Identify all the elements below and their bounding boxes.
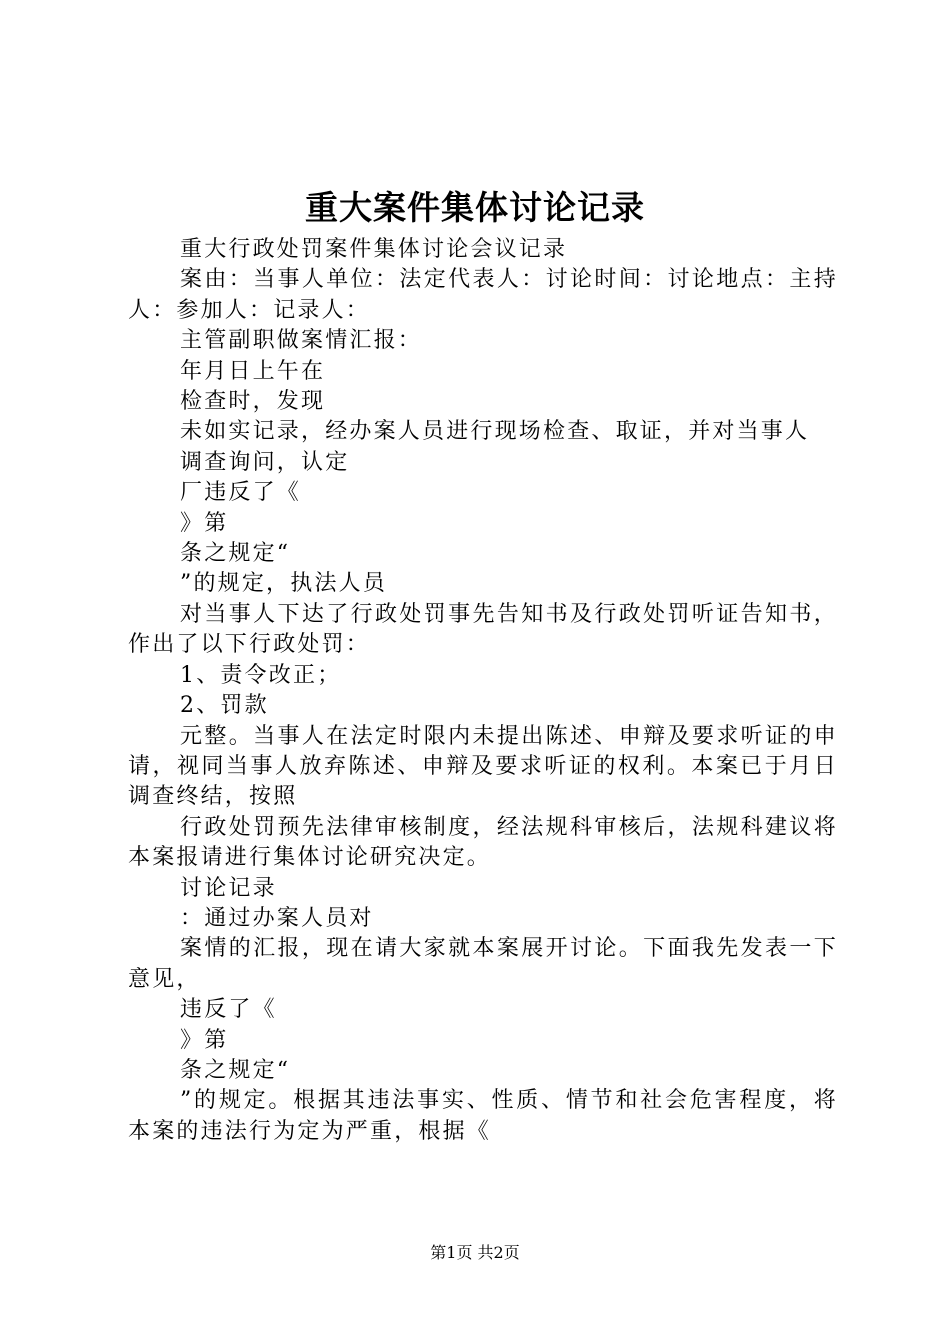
paragraph: 元整。当事人在法定时限内未提出陈述、申辩及要求听证的申请，视同当事人放弃陈述、申辩及要求听证的权利。本案已于月日调查终结，按照 [128, 723, 838, 810]
paragraph: 1、责令改正； [180, 662, 342, 688]
paragraph: 2、罚款 [180, 693, 269, 719]
paragraph: 》第 [180, 510, 229, 536]
paragraph: 年月日上午在 [180, 358, 326, 384]
paragraph: 违反了《 [180, 997, 277, 1023]
page-footer: 第1页 共2页 [430, 1243, 520, 1262]
paragraph: ”的规定，执法人员 [180, 571, 388, 597]
paragraph: ”的规定。根据其违法事实、性质、情节和社会危害程度，将本案的违法行为定为严重，根据《 [128, 1088, 838, 1144]
paragraph: 条之规定“ [180, 541, 291, 567]
paragraph: 检查时，发现 [180, 389, 326, 415]
paragraph: 案情的汇报，现在请大家就本案展开讨论。下面我先发表一下意见， [128, 936, 838, 992]
paragraph: 条之规定“ [180, 1057, 291, 1083]
paragraph: 讨论记录 [180, 875, 277, 901]
paragraph: ：通过办案人员对 [180, 905, 374, 931]
paragraph: 对当事人下达了行政处罚事先告知书及行政处罚听证告知书，作出了以下行政处罚： [128, 601, 838, 658]
paragraph: 未如实记录，经办案人员进行现场检查、取证，并对当事人 [180, 419, 810, 445]
document-title: 重大案件集体讨论记录 [305, 188, 645, 227]
paragraph: 厂违反了《 [180, 480, 302, 506]
document-body [128, 235, 838, 1147]
paragraph: 调查询问，认定 [180, 449, 350, 475]
paragraph: 》第 [180, 1027, 229, 1053]
paragraph: 行政处罚预先法律审核制度，经法规科审核后，法规科建议将本案报请进行集体讨论研究决定。 [128, 814, 838, 871]
paragraph: 重大行政处罚案件集体讨论会议记录 [180, 237, 568, 262]
paragraph: 案由：当事人单位：法定代表人：讨论时间：讨论地点：主持人：参加人：记录人： [128, 267, 838, 323]
paragraph: 主管副职做案情汇报： [180, 328, 423, 354]
